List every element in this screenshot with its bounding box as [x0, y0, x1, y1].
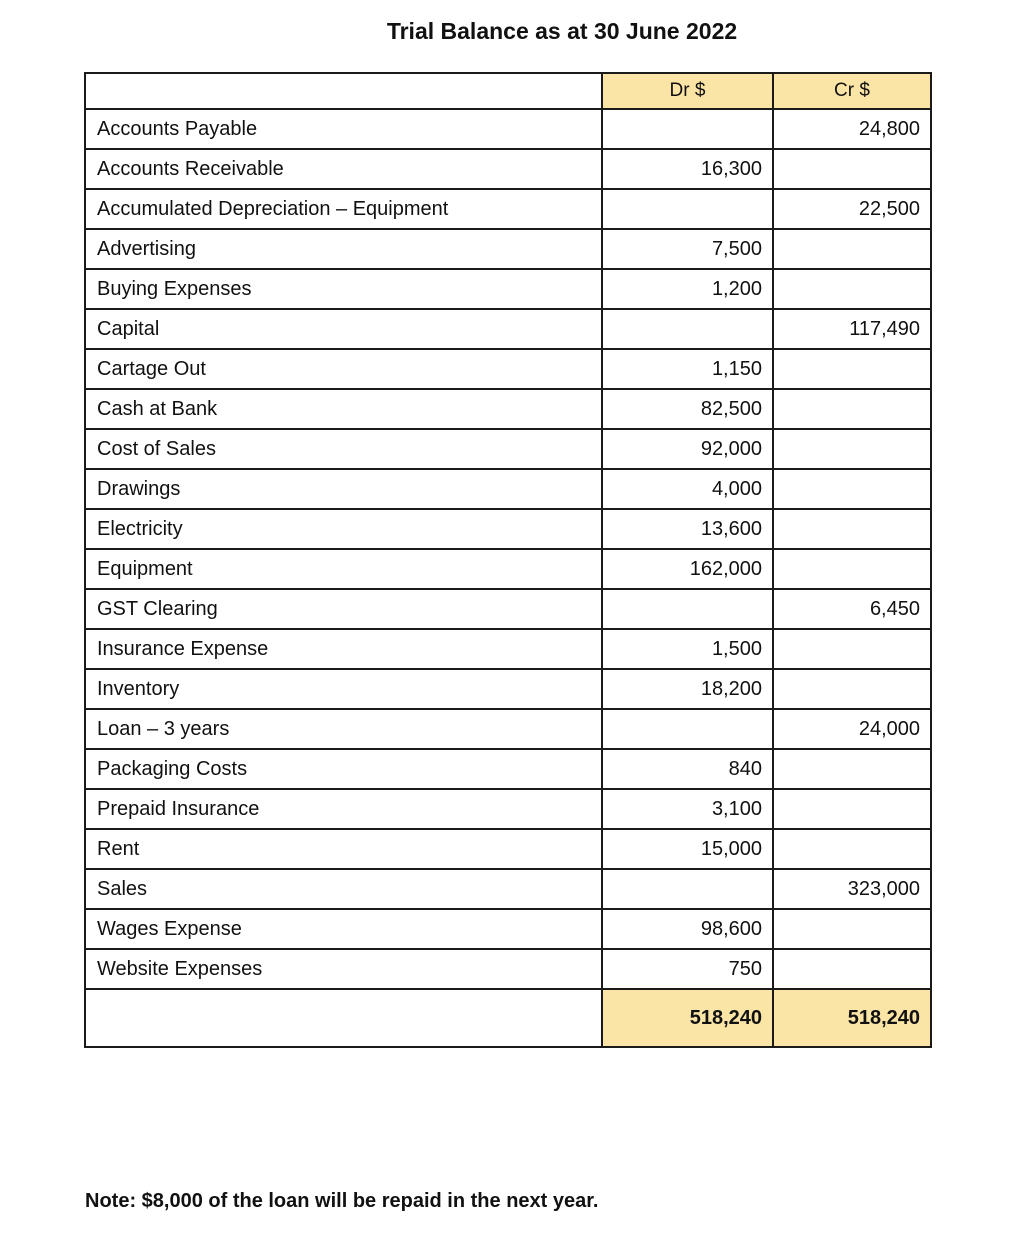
credit-amount [773, 149, 931, 189]
account-name: Cost of Sales [85, 429, 602, 469]
account-name: Accounts Receivable [85, 149, 602, 189]
credit-amount [773, 229, 931, 269]
credit-amount [773, 549, 931, 589]
debit-amount: 750 [602, 949, 773, 989]
table-header-row [85, 73, 931, 109]
debit-amount: 16,300 [602, 149, 773, 189]
credit-amount [773, 349, 931, 389]
table-row [85, 469, 931, 509]
debit-amount [602, 589, 773, 629]
table-row [85, 109, 931, 149]
debit-amount: 18,200 [602, 669, 773, 709]
debit-amount: 4,000 [602, 469, 773, 509]
table-row [85, 429, 931, 469]
totals-row [85, 989, 931, 1047]
table-row [85, 749, 931, 789]
account-name: Buying Expenses [85, 269, 602, 309]
credit-amount: 323,000 [773, 869, 931, 909]
debit-amount [602, 869, 773, 909]
debit-amount: 7,500 [602, 229, 773, 269]
account-name: Sales [85, 869, 602, 909]
table-row [85, 949, 931, 989]
debit-amount: 15,000 [602, 829, 773, 869]
debit-amount: 1,150 [602, 349, 773, 389]
header-debit: Dr $ [602, 73, 773, 109]
debit-amount [602, 309, 773, 349]
account-name: Packaging Costs [85, 749, 602, 789]
account-name: Wages Expense [85, 909, 602, 949]
table-row [85, 309, 931, 349]
credit-amount [773, 469, 931, 509]
debit-amount: 98,600 [602, 909, 773, 949]
account-name: Equipment [85, 549, 602, 589]
header-account [85, 73, 602, 109]
credit-amount: 24,000 [773, 709, 931, 749]
account-name: Accounts Payable [85, 109, 602, 149]
debit-amount: 82,500 [602, 389, 773, 429]
credit-amount [773, 909, 931, 949]
table-row [85, 189, 931, 229]
debit-amount [602, 109, 773, 149]
table-row [85, 389, 931, 429]
debit-amount [602, 709, 773, 749]
credit-amount: 24,800 [773, 109, 931, 149]
credit-amount [773, 509, 931, 549]
footnote: Note: $8,000 of the loan will be repaid in the next year. [85, 1190, 599, 1212]
account-name: Capital [85, 309, 602, 349]
account-name: Rent [85, 829, 602, 869]
table-row [85, 829, 931, 869]
table-row [85, 349, 931, 389]
table-row [85, 869, 931, 909]
credit-amount [773, 949, 931, 989]
account-name: Loan – 3 years [85, 709, 602, 749]
credit-amount [773, 829, 931, 869]
account-name: Website Expenses [85, 949, 602, 989]
account-name: Prepaid Insurance [85, 789, 602, 829]
table-row [85, 149, 931, 189]
table-row [85, 509, 931, 549]
document-title: Trial Balance as at 30 June 2022 [386, 18, 738, 44]
account-name: Inventory [85, 669, 602, 709]
debit-amount: 1,200 [602, 269, 773, 309]
account-name: Advertising [85, 229, 602, 269]
credit-amount: 22,500 [773, 189, 931, 229]
account-name: Insurance Expense [85, 629, 602, 669]
account-name: Cartage Out [85, 349, 602, 389]
credit-amount [773, 629, 931, 669]
table-row [85, 589, 931, 629]
credit-amount: 6,450 [773, 589, 931, 629]
total-debit: 518,240 [602, 989, 773, 1047]
table-row [85, 909, 931, 949]
account-name: Accumulated Depreciation – Equipment [85, 189, 602, 229]
credit-amount [773, 389, 931, 429]
trial-balance-body [85, 73, 931, 1047]
debit-amount: 840 [602, 749, 773, 789]
header-credit: Cr $ [773, 73, 931, 109]
table-row [85, 629, 931, 669]
table-row [85, 269, 931, 309]
table-row [85, 669, 931, 709]
credit-amount [773, 789, 931, 829]
account-name: Cash at Bank [85, 389, 602, 429]
debit-amount: 3,100 [602, 789, 773, 829]
debit-amount: 162,000 [602, 549, 773, 589]
account-name: GST Clearing [85, 589, 602, 629]
debit-amount: 13,600 [602, 509, 773, 549]
debit-amount [602, 189, 773, 229]
table-row [85, 709, 931, 749]
credit-amount [773, 749, 931, 789]
trial-balance-table [84, 72, 932, 1048]
table-row [85, 229, 931, 269]
debit-amount: 92,000 [602, 429, 773, 469]
credit-amount [773, 429, 931, 469]
account-name: Drawings [85, 469, 602, 509]
credit-amount [773, 669, 931, 709]
credit-amount [773, 269, 931, 309]
totals-label [85, 989, 602, 1047]
table-row [85, 549, 931, 589]
credit-amount: 117,490 [773, 309, 931, 349]
account-name: Electricity [85, 509, 602, 549]
table-row [85, 789, 931, 829]
total-credit: 518,240 [773, 989, 931, 1047]
debit-amount: 1,500 [602, 629, 773, 669]
